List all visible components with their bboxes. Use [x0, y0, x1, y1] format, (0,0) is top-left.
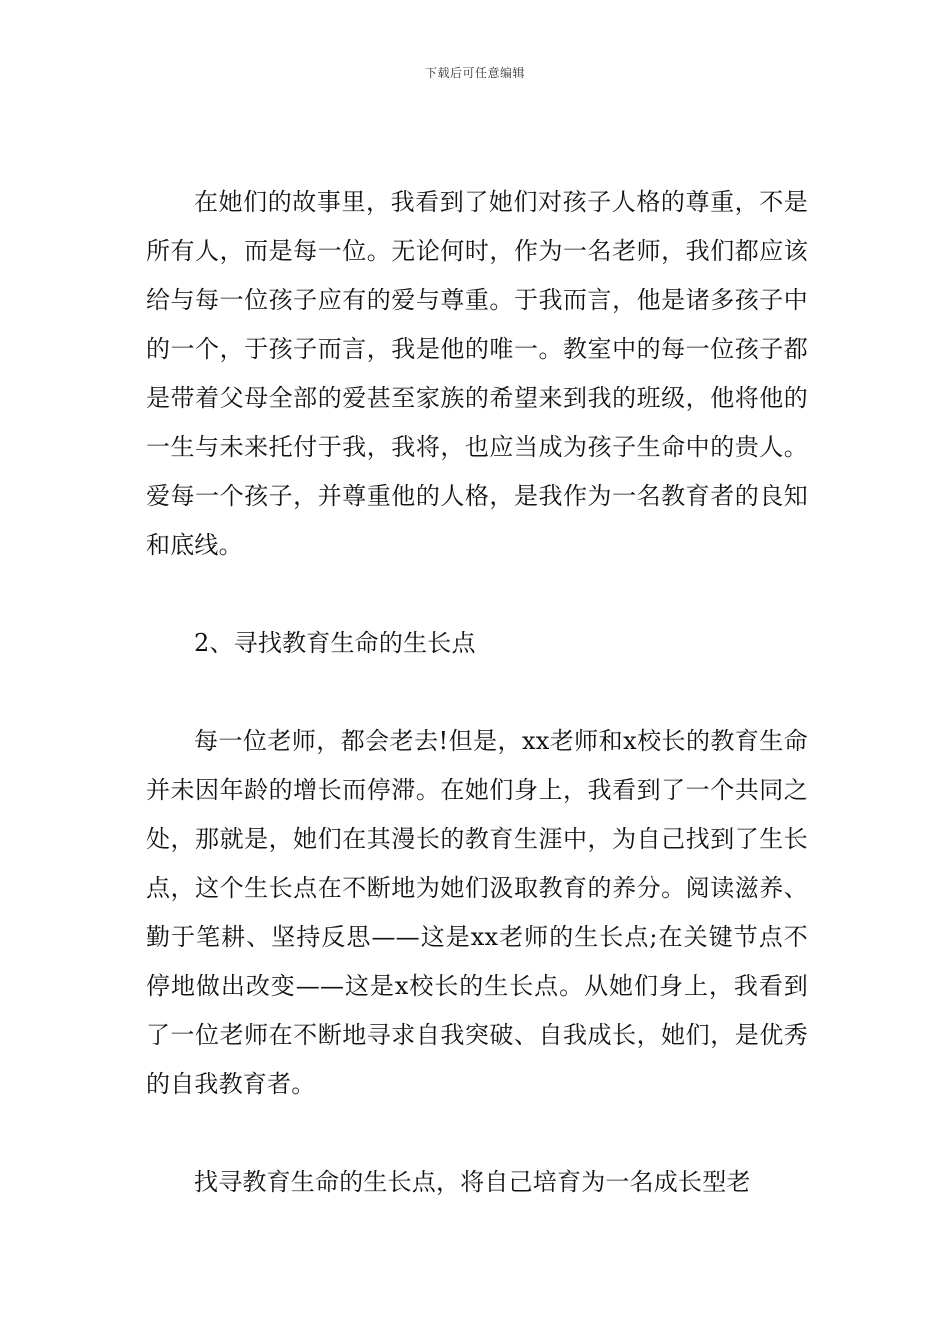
paragraph-growth: 每一位老师，都会老去!但是，xx老师和x校长的教育生命并未因年龄的增长而停滞。在她们身上，我看到了一个共同之处，那就是，她们在其漫长的教育生涯中，为自己找到了生长点，这个生长点在不断地为她们汲取教育的养分。阅读滋养、勤于笔耕、坚持反思——这是xx老师的生长点;在关键节点不停地做出改变——这是x校长的生长点。从她们身上，我看到了一位老师在不断地寻求自我突破、自我成长，她们，是优秀的自我教育者。 [146, 727, 808, 1098]
paragraph-continuation: 找寻教育生命的生长点，将自己培育为一名成长型老 [194, 1168, 751, 1196]
section-heading-growth-point: 2、寻找教育生命的生长点 [194, 629, 476, 657]
page-header-note: 下载后可任意编辑 [424, 66, 525, 80]
paragraph-respect: 在她们的故事里，我看到了她们对孩子人格的尊重，不是所有人，而是每一位。无论何时，作为一名老师，我们都应该给与每一位孩子应有的爱与尊重。于我而言，他是诸多孩子中的一个，于孩子而言，我是他的唯一。教室中的每一位孩子都是带着父母全部的爱甚至家族的希望来到我的班级，他将他的一生与未来托付于我，我将，也应当成为孩子生命中的贵人。爱每一个孩子，并尊重他的人格，是我作为一名教育者的良知和底线。 [146, 188, 808, 559]
document-body [146, 178, 808, 1207]
